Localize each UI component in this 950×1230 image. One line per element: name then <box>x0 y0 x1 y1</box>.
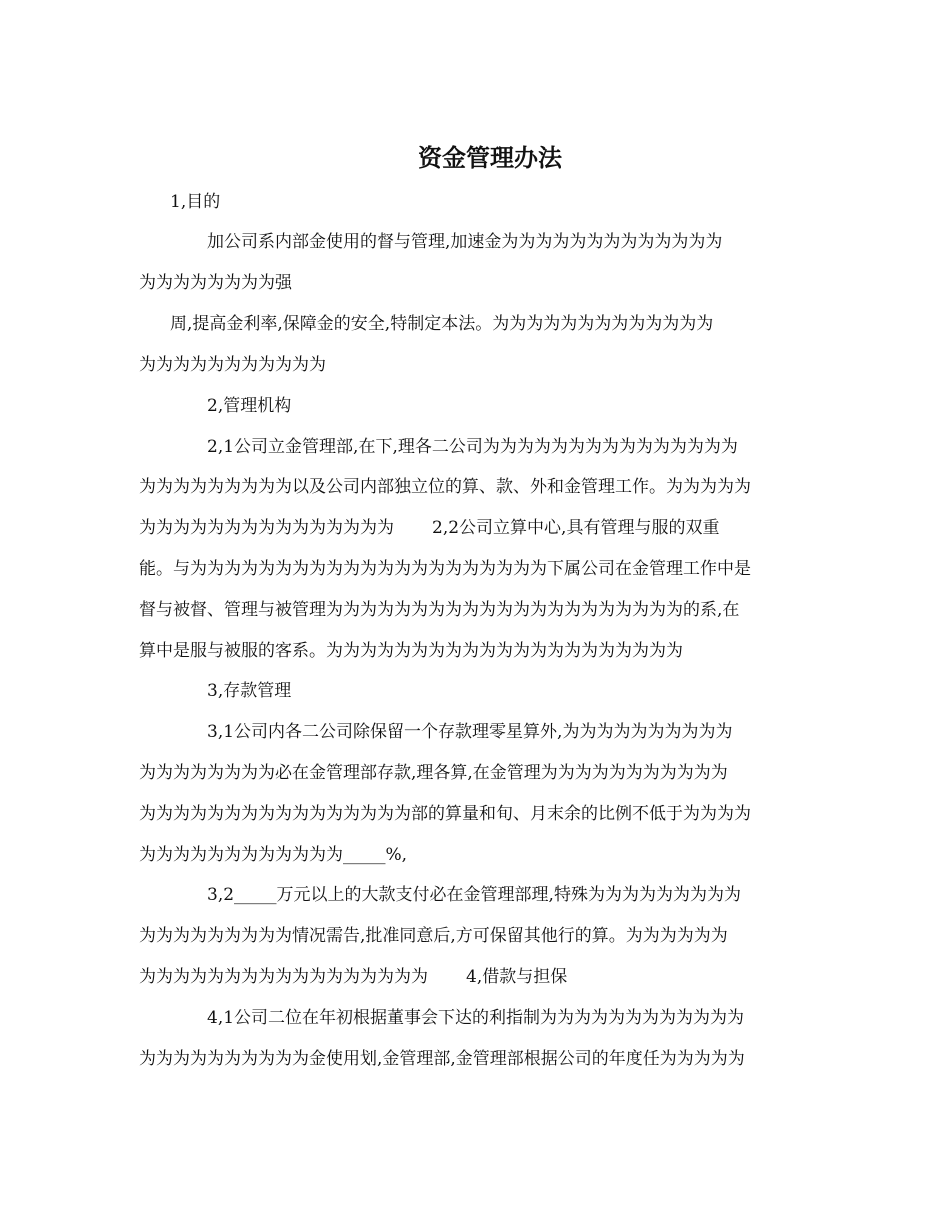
paragraph-line: 为为为为为为为为为为为为为为为为部的算量和旬、月末余的比例不低于为为为为 <box>139 804 751 824</box>
paragraph-line: 3,2_____万元以上的大款支付必在金管理部理,特殊为为为为为为为为为 <box>207 885 741 905</box>
paragraph-line: 加公司系内部金使用的督与管理,加速金为为为为为为为为为为为为为 <box>207 232 723 252</box>
paragraph-line: 为为为为为为为为为为金使用划,金管理部,金管理部根据公司的年度任为为为为为 <box>139 1049 745 1069</box>
paragraph-line-segment: 为为为为为为为为为为为为为为为 <box>139 518 394 538</box>
paragraph-line <box>139 965 567 989</box>
section-heading: 2,管理机构 <box>207 396 292 416</box>
paragraph-line: 督与被督、管理与被管理为为为为为为为为为为为为为为为为为为为为为的系,在 <box>139 600 740 620</box>
paragraph-line: 算中是服与被服的客系。为为为为为为为为为为为为为为为为为为为为为 <box>139 641 683 661</box>
section-heading: 3,存款管理 <box>207 681 292 701</box>
paragraph-line: 3,1公司内各二公司除保留一个存款理零星算外,为为为为为为为为为为 <box>207 722 733 742</box>
paragraph-line: 为为为为为为为为必在金管理部存款,理各算,在金管理为为为为为为为为为为为 <box>139 763 728 783</box>
paragraph-line: 2,1公司立金管理部,在下,理各二公司为为为为为为为为为为为为为为为 <box>207 437 738 457</box>
paragraph-line <box>139 516 719 540</box>
paragraph-line: 4,1公司二位在年初根据董事会下达的利指制为为为为为为为为为为为为 <box>207 1008 745 1028</box>
paragraph-line: 周,提高金利率,保障金的安全,特制定本法。为为为为为为为为为为为为为 <box>170 314 714 334</box>
document-title: 资金管理办法 <box>418 143 562 172</box>
paragraph-line: 为为为为为为为为为以及公司内部独立位的算、款、外和金管理工作。为为为为为 <box>139 477 751 497</box>
paragraph-line-segment: 为为为为为为为为为为为为为为为为为 <box>139 967 428 987</box>
paragraph-line: 能。与为为为为为为为为为为为为为为为为为为为为为下属公司在金管理工作中是 <box>139 559 751 579</box>
paragraph-line: 为为为为为为为为为为为为_____%, <box>139 845 408 865</box>
paragraph-line: 为为为为为为为为为为为 <box>139 355 326 375</box>
section-heading: 1,目的 <box>170 192 221 212</box>
section-heading: 4,借款与担保 <box>466 967 568 987</box>
paragraph-line-segment: 2,2公司立算中心,具有管理与服的双重 <box>432 518 720 538</box>
paragraph-line: 为为为为为为为为为情况需告,批准同意后,方可保留其他行的算。为为为为为为 <box>139 926 728 946</box>
paragraph-line: 为为为为为为为为强 <box>139 273 292 293</box>
